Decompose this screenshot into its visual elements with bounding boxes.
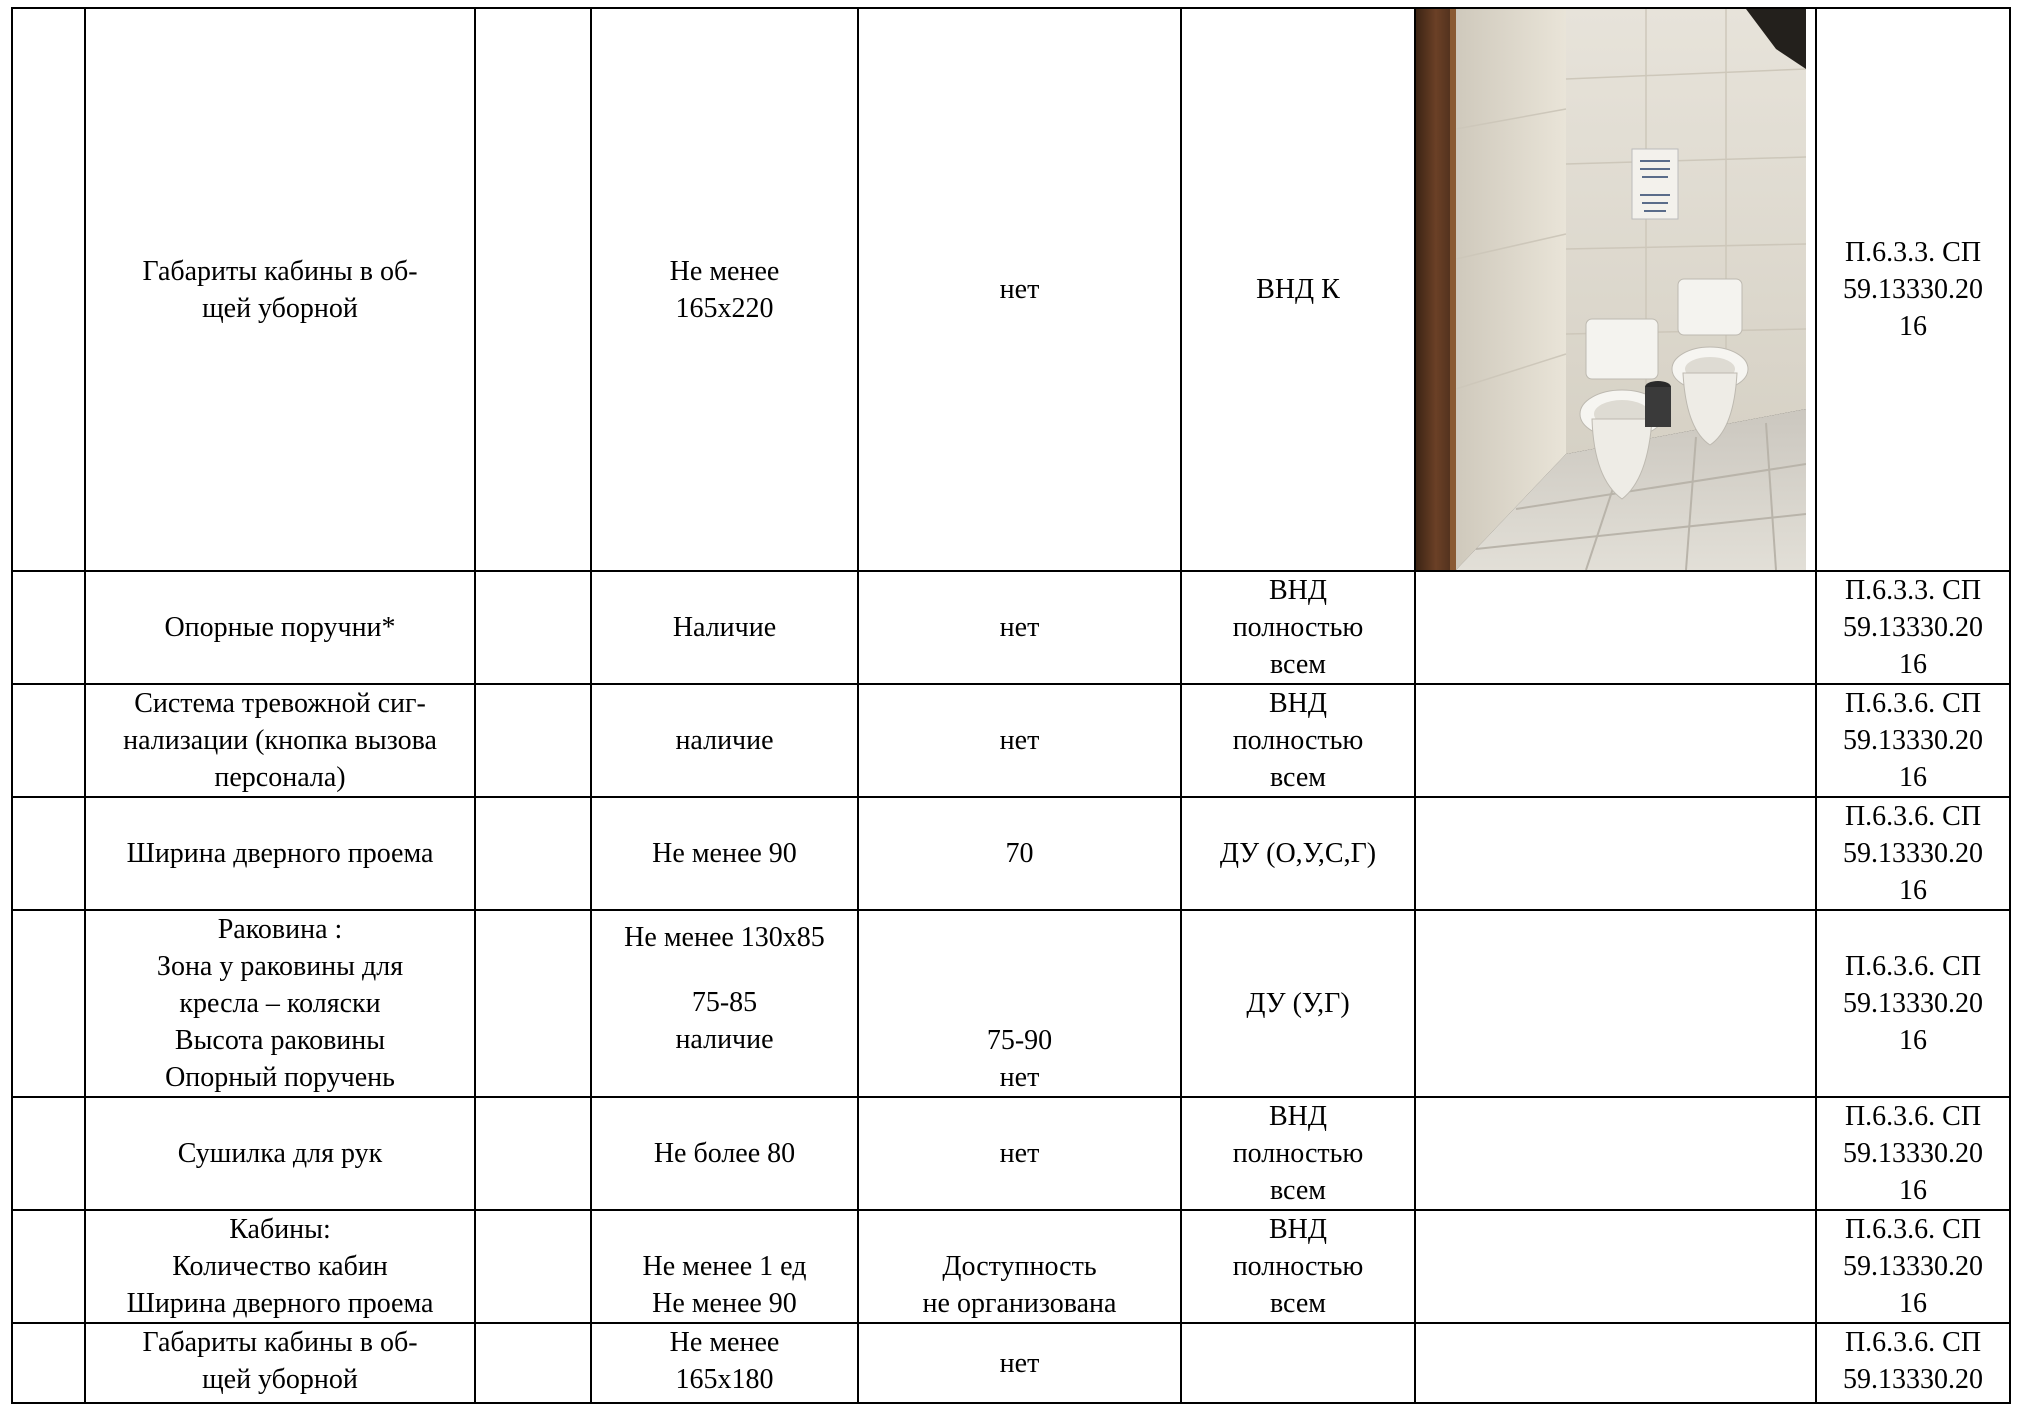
norm-cell: Наличие [591,571,858,684]
reference-cell: П.6.3.6. СП 59.13330.20 16 [1816,684,2010,797]
parameter-cell: Габариты кабины в об- щей уборной [85,8,475,571]
actual-cell [858,910,1181,1097]
photo-cell [1415,684,1816,797]
category-cell: ВНД полностью всем [1181,684,1415,797]
photo-cell [1415,910,1816,1097]
empty-cell [475,571,591,684]
empty-cell [475,1097,591,1210]
index-cell [12,684,85,797]
actual-line: 75-90 [986,1025,1053,1056]
photo-cell [1415,1323,1816,1403]
photo-cell [1415,1210,1816,1323]
norm-line: Не менее 130х85 [624,922,825,953]
actual-cell: нет [858,1323,1181,1403]
norm-cell: Не менее 165х220 [591,8,858,571]
table-row [12,8,2010,571]
actual-cell: нет [858,8,1181,571]
actual-line: нет [999,1062,1040,1093]
reference-cell: П.6.3.3. СП 59.13330.20 16 [1816,571,2010,684]
norm-cell: наличие [591,684,858,797]
table-row [12,910,2010,1097]
empty-cell [475,684,591,797]
norm-cell: Не менее 165х180 [591,1323,858,1403]
table-row [12,1097,2010,1210]
photo-cell [1415,1097,1816,1210]
index-cell [12,1097,85,1210]
norm-cell: Не более 80 [591,1097,858,1210]
category-cell: ВНД полностью всем [1181,571,1415,684]
actual-cell: нет [858,684,1181,797]
table-row [12,797,2010,910]
category-cell: ДУ (У,Г) [1181,910,1415,1097]
actual-cell: Доступность не организована [858,1210,1181,1323]
reference-cell: П.6.3.6. СП 59.13330.20 16 [1816,797,2010,910]
table-row [12,1210,2010,1323]
empty-cell [475,797,591,910]
reference-cell: П.6.3.6. СП 59.13330.20 16 [1816,910,2010,1097]
table-row [12,684,2010,797]
photo-cell [1415,797,1816,910]
reference-cell: П.6.3.6. СП 59.13330.20 16 [1816,1097,2010,1210]
norm-cell: Не менее 1 ед Не менее 90 [591,1210,858,1323]
index-cell [12,8,85,571]
empty-cell [475,1323,591,1403]
actual-cell: 70 [858,797,1181,910]
actual-cell: нет [858,1097,1181,1210]
toilet-cubicle-photo [1416,9,1806,570]
index-cell [12,797,85,910]
empty-cell [475,8,591,571]
parameter-cell: Ширина дверного проема [85,797,475,910]
index-cell [12,1323,85,1403]
parameter-cell: Сушилка для рук [85,1097,475,1210]
category-cell: ВНД полностью всем [1181,1097,1415,1210]
reference-cell: П.6.3.6. СП 59.13330.20 [1816,1323,2010,1403]
photo-cell [1415,8,1816,571]
index-cell [12,910,85,1097]
parameter-cell: Раковина : Зона у раковины для кресла – коляски Высота раковины Опорный поручень [85,910,475,1097]
actual-cell: нет [858,571,1181,684]
parameter-cell: Система тревожной сиг- нализации (кнопка вызова персонала) [85,684,475,797]
index-cell [12,1210,85,1323]
empty-cell [475,1210,591,1323]
norm-cell: Не менее 90 [591,797,858,910]
table-row [12,1323,2010,1403]
norm-line: 75-85 [691,987,758,1018]
index-cell [12,571,85,684]
category-cell: ВНД К [1181,8,1415,571]
category-cell: ВНД полностью всем [1181,1210,1415,1323]
parameter-cell: Опорные поручни* [85,571,475,684]
norm-line: наличие [675,1024,774,1055]
reference-cell: П.6.3.6. СП 59.13330.20 16 [1816,1210,2010,1323]
norm-cell [591,910,858,1097]
empty-cell [475,910,591,1097]
accessibility-table [11,7,2011,1404]
photo-cell [1415,571,1816,684]
category-cell [1181,1323,1415,1403]
parameter-cell: Кабины: Количество кабин Ширина дверного проема [85,1210,475,1323]
reference-cell: П.6.3.3. СП 59.13330.20 16 [1816,8,2010,571]
table-row [12,571,2010,684]
parameter-cell: Габариты кабины в об- щей уборной [85,1323,475,1403]
category-cell: ДУ (О,У,С,Г) [1181,797,1415,910]
